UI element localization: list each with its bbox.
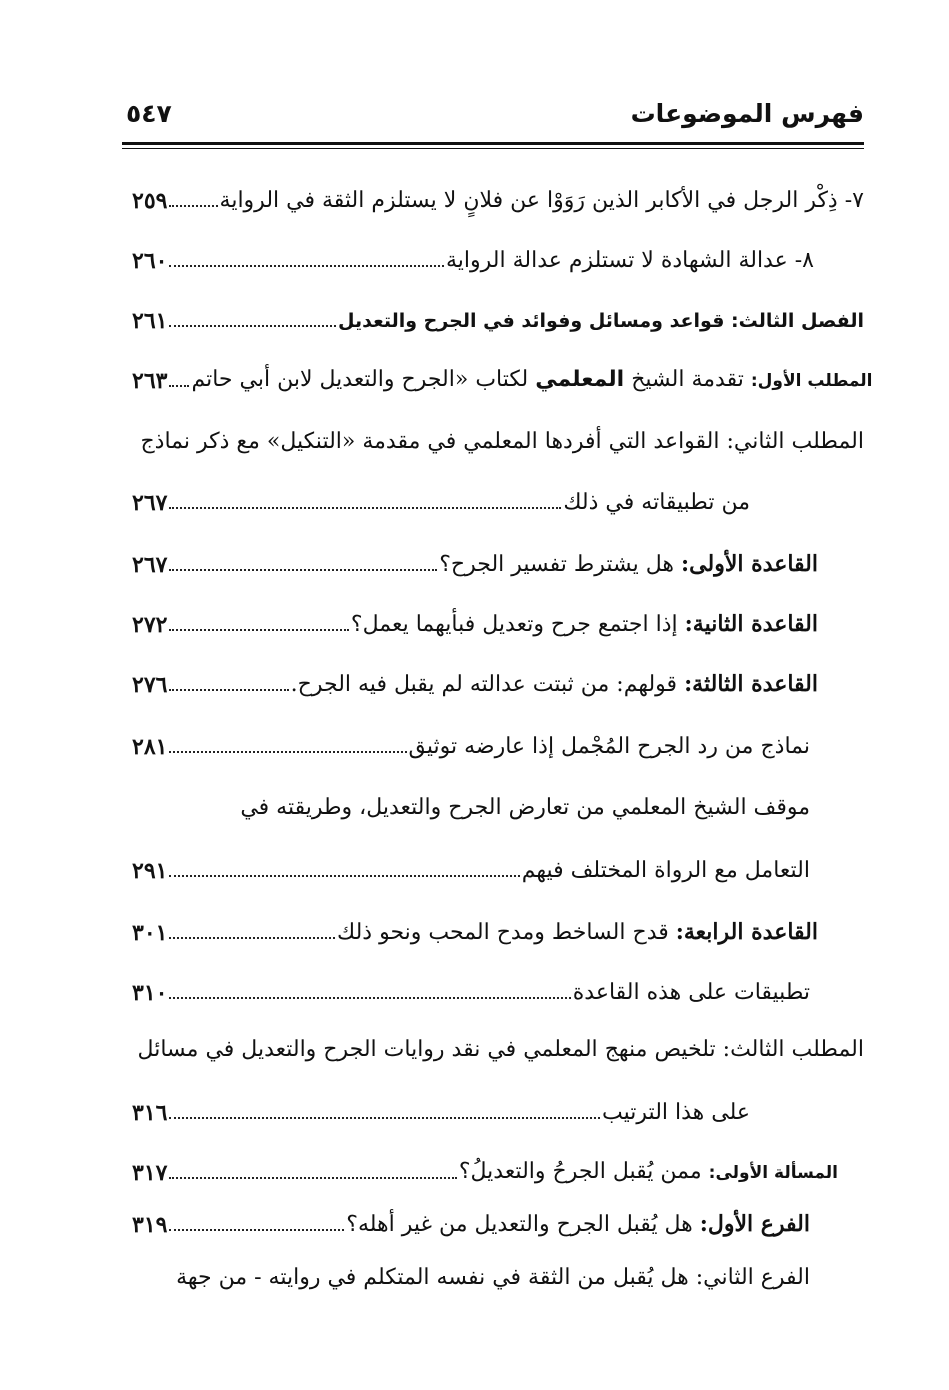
toc-page-number: ٢٥٩ bbox=[132, 188, 168, 214]
toc-leader-dots bbox=[169, 385, 189, 387]
toc-page-number: ٢٦٠ bbox=[132, 248, 168, 274]
toc-chapter-entry bbox=[128, 292, 864, 336]
toc-entry-text: ٧- ذِكْر الرجل في الأكابر الذين رَوَوْا عن فلانٍ لا يستلزم الثقة في الرواية bbox=[219, 188, 864, 213]
toc-entry-text bbox=[291, 669, 818, 700]
toc-entry-text-part: هل يشترط تفسير الجرح؟ bbox=[439, 552, 675, 577]
toc-leader-dots bbox=[169, 875, 519, 877]
toc-page-number: ٢٧٦ bbox=[132, 672, 168, 698]
toc-entry bbox=[128, 1196, 810, 1240]
toc-leader-dots bbox=[169, 689, 288, 691]
toc-leader-dots bbox=[169, 1229, 344, 1231]
toc-entry-line bbox=[176, 1256, 810, 1300]
toc-entry-highlight: المعلمي bbox=[523, 1037, 598, 1062]
toc-entry-text-part: ممن يُقبل الجرحُ والتعديلُ؟ bbox=[458, 1159, 702, 1184]
toc-entry-text: التعامل مع الرواة المختلف فيهم bbox=[521, 858, 810, 883]
toc-entry-line bbox=[137, 1028, 864, 1072]
toc-entry-highlight: المعلمي bbox=[535, 367, 625, 392]
toc-entry-text-part: قولهم: من ثبتت عدالته لم يقبل فيه الجرح. bbox=[290, 672, 678, 697]
toc-page-number: ٢٦١ bbox=[132, 308, 168, 334]
toc-page-number: ٣١٦ bbox=[132, 1100, 168, 1126]
toc-entry-label: المطلب الثالث: bbox=[722, 1037, 864, 1062]
toc-entry-text-part: إذا اجتمع جرح وتعديل فبأيهما يعمل؟ bbox=[350, 612, 678, 637]
toc-entry bbox=[128, 352, 873, 396]
toc-entry-text-part: القواعد التي أفردها bbox=[544, 429, 720, 454]
toc-entry-text-part: لكتاب «الجرح والتعديل لابن أبي حاتم bbox=[191, 367, 529, 392]
toc-entry-text bbox=[439, 549, 818, 580]
toc-page-number: ٢٦٣ bbox=[132, 368, 168, 394]
toc-entry bbox=[128, 232, 814, 276]
toc-page-number: ٢٦٧ bbox=[132, 552, 168, 578]
toc-entry-label: القاعدة الثالثة: bbox=[684, 671, 818, 697]
toc-entry-label: المطلب الأول: bbox=[750, 371, 873, 391]
toc-entry-label: الفرع الثاني: bbox=[695, 1265, 810, 1290]
toc-entry bbox=[128, 596, 818, 640]
toc-page-number: ٢٦٧ bbox=[132, 490, 168, 516]
toc-entry-text-part: في نقد روايات الجرح والتعديل في مسائل bbox=[137, 1037, 517, 1062]
toc-page-number: ٢٧٢ bbox=[132, 612, 168, 638]
toc-page-number: ٣١٠ bbox=[132, 980, 168, 1006]
toc-entry-line bbox=[186, 786, 810, 830]
header-title: فهرس الموضوعات bbox=[630, 99, 864, 128]
toc-entry bbox=[128, 1084, 750, 1128]
toc-leader-dots bbox=[169, 937, 335, 939]
toc-entry-label: المطلب الثاني: bbox=[726, 429, 864, 454]
toc-leader-dots bbox=[169, 205, 217, 207]
toc-entry-text bbox=[351, 609, 818, 640]
toc-entry-highlight: المعلمي bbox=[463, 429, 538, 454]
toc-entry-text: ٨- عدالة الشهادة لا تستلزم عدالة الرواية bbox=[446, 248, 814, 273]
toc-entry-text: على هذا الترتيب bbox=[602, 1100, 750, 1125]
toc-entry bbox=[128, 904, 818, 948]
toc-leader-dots bbox=[169, 1177, 456, 1179]
toc-entry-text-part: تلخيص منهج bbox=[604, 1037, 716, 1062]
toc-entry-text-part: هل يُقبل الجرح والتعديل من غير أهله؟ bbox=[346, 1212, 693, 1237]
toc-leader-dots bbox=[169, 1117, 600, 1119]
toc-entry-text: من تطبيقاته في ذلك bbox=[563, 490, 750, 515]
toc-entry-label: الفرع الأول: bbox=[699, 1211, 810, 1237]
toc-entry bbox=[128, 172, 864, 216]
toc-chapter-title: الفصل الثالث: قواعد ومسائل وفوائد في الجرح والتعديل bbox=[338, 310, 864, 332]
toc-entry-label: القاعدة الثانية: bbox=[684, 611, 818, 637]
toc-page-number: ٢٨١ bbox=[132, 734, 168, 760]
toc-entry-text: نماذج من رد الجرح المُجْمل إذا عارضه توثيق bbox=[408, 734, 810, 759]
toc-leader-dots bbox=[169, 751, 406, 753]
toc-leader-dots bbox=[169, 569, 437, 571]
toc-entry-label: المسألة الأولى: bbox=[708, 1163, 838, 1183]
toc-entry-text bbox=[337, 917, 818, 948]
toc-entry-text-part: تقدمة الشيخ bbox=[631, 367, 744, 392]
toc-entry bbox=[128, 656, 818, 700]
toc-page-number: ٢٩١ bbox=[132, 858, 168, 884]
toc-leader-dots bbox=[169, 325, 336, 327]
toc-entry-text bbox=[346, 1209, 810, 1240]
toc-entry bbox=[128, 842, 810, 886]
toc-entry bbox=[128, 964, 810, 1008]
toc-entry-text bbox=[191, 365, 872, 396]
toc-leader-dots bbox=[169, 629, 348, 631]
toc-entry-label: القاعدة الأولى: bbox=[681, 551, 818, 577]
toc-entry-text-part: قدح الساخط ومدح المحب ونحو ذلك bbox=[337, 920, 669, 945]
header-page-number: ٥٤٧ bbox=[126, 99, 172, 128]
toc-entry bbox=[128, 718, 810, 762]
toc-leader-dots bbox=[169, 997, 570, 999]
toc-leader-dots bbox=[169, 265, 444, 267]
toc-entry-text-part: موقف الشيخ bbox=[693, 795, 810, 820]
toc-entry-line bbox=[140, 420, 864, 464]
toc-page-number: ٣١٧ bbox=[132, 1160, 168, 1186]
toc-page-number: ٣٠١ bbox=[132, 920, 168, 946]
toc-entry-text bbox=[459, 1157, 838, 1188]
toc-entry-label: القاعدة الرابعة: bbox=[675, 919, 818, 945]
toc-entry-highlight: المعلمي bbox=[611, 795, 687, 820]
toc-entry-text-part: من تعارض الجرح والتعديل، وطريقته في bbox=[240, 795, 605, 820]
toc-entry-text: تطبيقات على هذه القاعدة bbox=[572, 980, 810, 1005]
toc-page-number: ٣١٩ bbox=[132, 1212, 168, 1238]
toc-entry-text-part: في مقدمة «التنكيل» مع ذكر نماذج bbox=[140, 429, 457, 454]
toc-entry bbox=[128, 536, 818, 580]
toc-leader-dots bbox=[169, 507, 561, 509]
toc-entry bbox=[128, 1144, 838, 1188]
toc-entry bbox=[128, 474, 750, 518]
toc-entry-text-part: هل يُقبل من الثقة في نفسه المتكلم في روايته - من جهة bbox=[176, 1265, 689, 1290]
